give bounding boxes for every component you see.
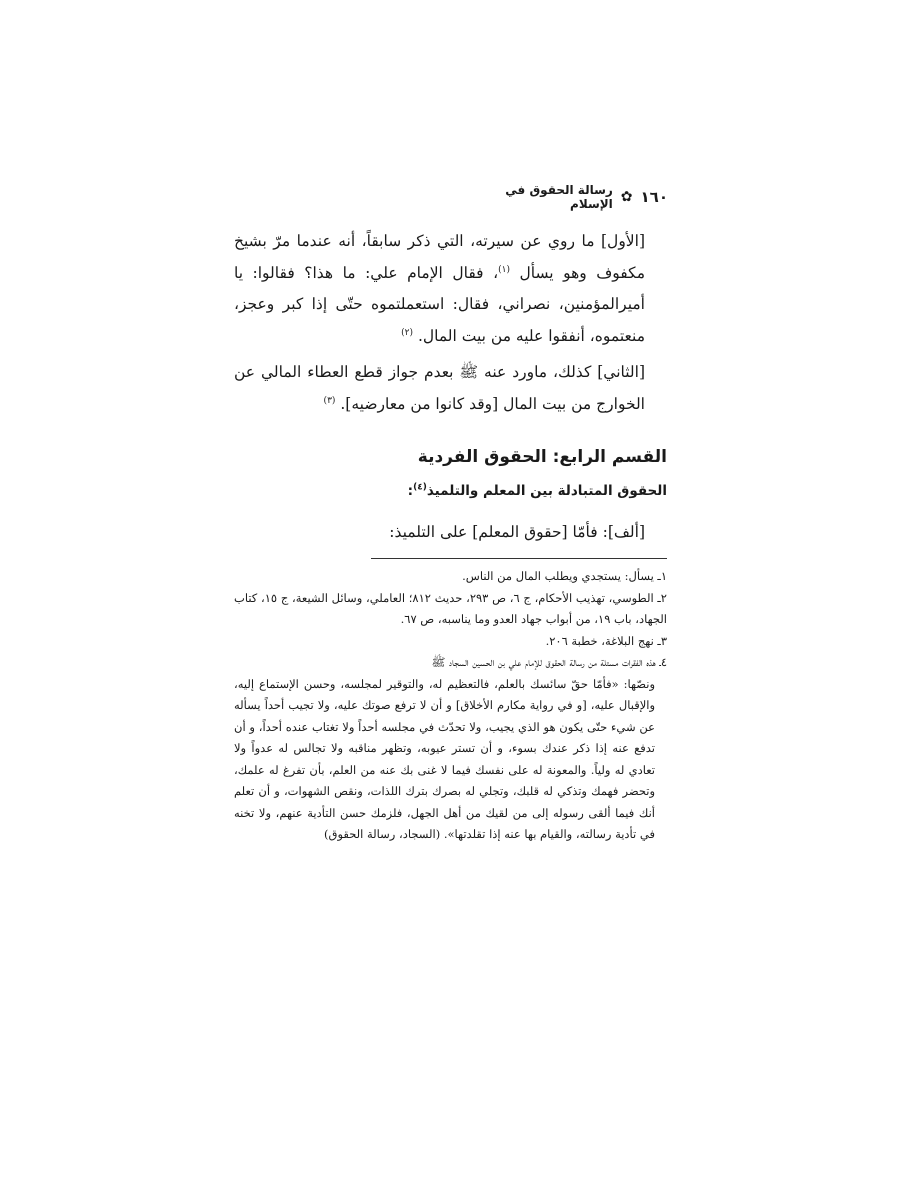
paragraph-first: [الأول] ما روي عن سيرته، التي ذكر سابقاً، أنه عندما مرّ بشيخ مكفوف وهو يسأل $^{(١)}$، فقال الإمام علي: ما هذا؟ فقالوا: يا أميرالمؤمنين، نصراني، فقال: استعملتموه حتّى إذا كبر وعجز، منعتموه، أنفقوا عليه من بيت المال. $^{(٢)}$ xyxy=(234,232,645,345)
footnote-1: ١ـ يسأل: يستجدي ويطلب المال من الناس. xyxy=(462,569,667,583)
page-number: ١٦٠ xyxy=(640,188,668,206)
section-heading: القسم الرابع: الحقوق الفردية xyxy=(417,447,667,467)
footnote-4-body: ونصّها: «فأمّا حقّ سائسك بالعلم، فالتعظيم له، والتوقير لمجلسه، وحسن الإستماع إليه، والإقبال عليه، [و في رواية مكارم الأخلاق] و أن لا ترفع صوتك عليه، ولا تجيب أحداً يسأله عن شيء حتّى يكون هو الذي يجيب، ولا تحدّث في مجلسه أحداً ولا تغتاب عنده أحداً، و أن تدفع عنه إذا ذكر عندك بسوء، و أن تستر عيوبه، وتظهر مناقبه ولا تجالس له عدواً ولا تعادي له ولياً. والمعونة له على نفسك فيما لا غنى بك عنه من العلم، بأن تفرغ له علمك، وتحضر فهمك وتذكي له قلبك، وتجلي له بصرك بترك اللذات، ونقص الشهوات، و أن تعلم أنك فيما ألقى رسوله إلى من لقيك من أهل الجهل، فلزمك حسن التأدية عنهم، ولا تخنه في تأدية رسالته، والقيام بها عنه إذا تقلدتها». (السجاد، رسالة الحقوق) xyxy=(234,676,655,841)
footnote-ref-1: (١) xyxy=(498,264,510,275)
running-head xyxy=(488,184,668,210)
footnote-3: ٣ـ نهج البلاغة، خطبة ٢٠٦. xyxy=(545,633,667,648)
flower-ornament-icon: ✿ xyxy=(620,189,633,205)
subsection-heading: الحقوق المتبادلة بين المعلم والتلميذ$^{(٤)}$: xyxy=(407,482,667,499)
footnote-4-head: ٤ـ هذه الفقرات مستلة من رسالة الحقوق للإمام علي بن الحسين السجاد ﷺ xyxy=(431,655,667,669)
paragraph-second: [الثاني] كذلك، ماورد عنه ﷺ بعدم جواز قطع العطاء المالي عن الخوارج من بيت المال [وقد كانوا من معارضيه]. $^{(٣)}$ xyxy=(234,363,645,413)
footnote-ref-4: (٤) xyxy=(413,482,427,493)
book-title: رسالة الحقوق في الإسلام xyxy=(505,183,613,211)
footnote-ref-2: (٢) xyxy=(401,327,413,338)
footnote-2: ٢ـ الطوسي، تهذيب الأحكام، ج ٦، ص ٢٩٣، حديث ٨١٢؛ العاملي، وسائل الشيعة، ج ١٥، كتاب الجهاد، باب ١٩، من أبواب جهاد العدو وما يناسبه، ص ٦٧. xyxy=(234,590,667,626)
footnote-ref-3: (٣) xyxy=(323,395,336,406)
alef-heading: [ألف]: فأمّا [حقوق المعلم] على التلميذ: xyxy=(389,523,645,541)
main-text xyxy=(234,226,667,420)
footnote-divider xyxy=(371,558,667,559)
footnotes xyxy=(234,566,667,846)
